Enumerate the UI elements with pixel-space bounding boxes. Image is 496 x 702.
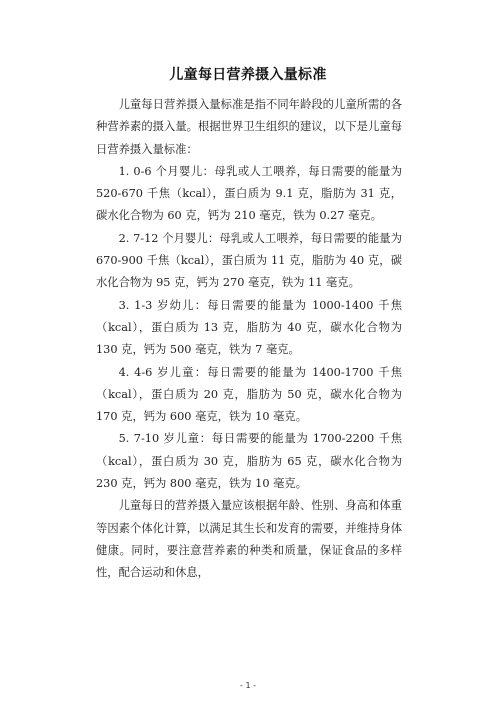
document-title: 儿童每日营养摄入量标准 [169,67,327,83]
list-item-child-7-10: 5. 7-10 岁儿童：每日需要的能量为 1700-2200 千焦（kcal），蛋白质为 30 克，脂肪为 65 克，碳水化合物为 230 克，钙为 800 毫克，铁为 10 毫克。 [96,432,402,491]
page-number: - 1 - [240,681,256,690]
closing-paragraph: 儿童每日的营养摄入量应该根据年龄、性别、身高和体重等因素个体化计算，以满足其生长和发育的需要，并维持身体健康。同时，要注意营养素的种类和质量，保证食品的多样性，配合运动和休息， [96,499,402,580]
list-item-infant-0-6: 1. 0-6 个月婴儿：母乳或人工喂养，每日需要的能量为 520-670 千焦（kcal），蛋白质为 9.1 克，脂肪为 31 克，碳水化合物为 60 克，钙为 210 毫克，铁为 0.27 毫克。 [96,164,402,223]
list-item-toddler-1-3: 3. 1-3 岁幼儿：每日需要的能量为 1000-1400 千焦（kcal），蛋白质为 13 克，脂肪为 40 克，碳水化合物为 130 克，钙为 500 毫克，铁为 7 毫克。 [96,298,402,357]
list-item-child-4-6: 4. 4-6 岁儿童：每日需要的能量为 1400-1700 千焦（kcal），蛋白质为 20 克，脂肪为 50 克，碳水化合物为 170 克，钙为 600 毫克，铁为 10 毫克。 [96,365,402,424]
intro-paragraph: 儿童每日营养摄入量标准是指不同年龄段的儿童所需的各种营养素的摄入量。根据世界卫生组织的建议，以下是儿童每日营养摄入量标准： [96,98,402,156]
list-item-infant-7-12: 2. 7-12 个月婴儿：母乳或人工喂养，每日需要的能量为 670-900 千焦（kcal），蛋白质为 11 克，脂肪为 40 克，碳水化合物为 95 克，钙为 270 毫克，铁为 11 毫克。 [96,231,402,290]
document-body [96,94,402,585]
